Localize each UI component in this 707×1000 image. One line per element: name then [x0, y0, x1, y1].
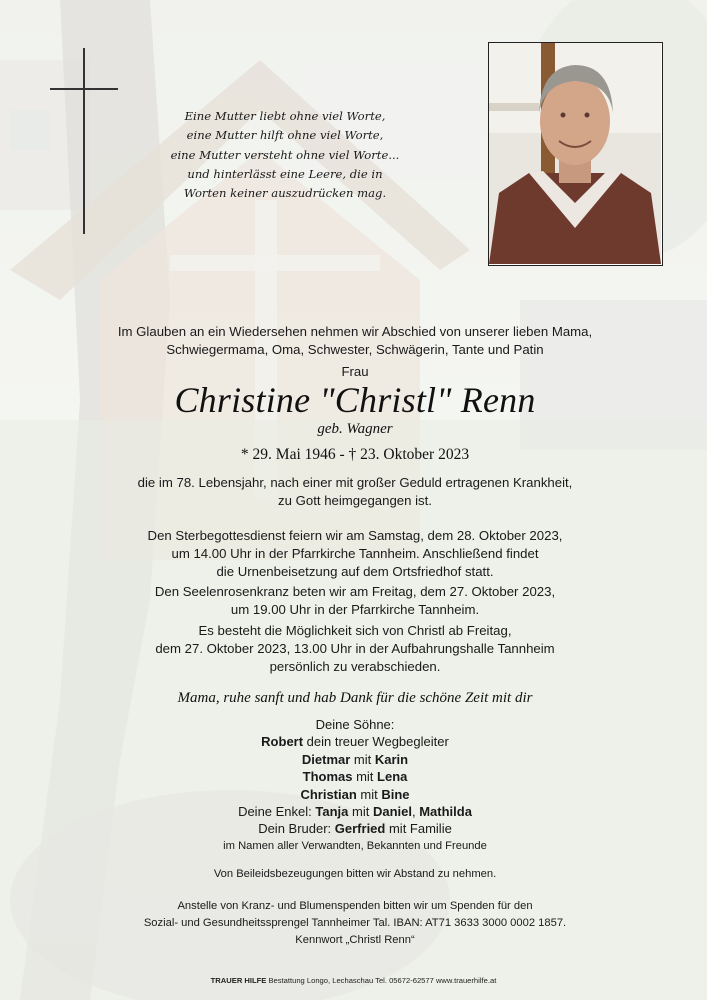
brother-label: Dein Bruder: [258, 821, 335, 837]
poem-line: und hinterlässt eine Leere, die in [187, 166, 383, 181]
intro-line: Im Glauben an ein Wiedersehen nehmen wir Abschied von unserer lieben Mama, [117, 324, 593, 339]
footer-text: Bestattung Longo, Lechaschau Tel. 05672-62577 www.trauerhilfe.at [266, 976, 497, 985]
passing-line: zu Gott heimgegangen ist. [278, 493, 432, 508]
passing-text [60, 474, 650, 510]
son-name: Christian [300, 786, 357, 802]
brother-note: mit Familie [385, 821, 452, 837]
farewell-text [60, 622, 650, 676]
farewell-line: Es besteht die Möglichkeit sich von Christl ab Freitag, [198, 623, 512, 638]
poem-line: eine Mutter hilft ohne viel Worte, [186, 128, 384, 143]
intro-text [60, 323, 650, 381]
funeral-line: die Urnenbeisetzung auf dem Ortsfriedhof statt. [216, 564, 494, 579]
grand-label: Deine Enkel: [238, 804, 316, 820]
motto: Mama, ruhe sanft und hab Dank für die schöne Zeit mit dir [177, 690, 533, 706]
donation-text [60, 898, 650, 949]
separator: , [411, 804, 420, 820]
son-name: Robert [261, 734, 304, 750]
grandchild-name: Mathilda [419, 804, 472, 820]
footer-brand: TRAUER HILFE [210, 976, 267, 985]
farewell-line: dem 27. Oktober 2023, 13.00 Uhr in der Aufbahrungshalle Tannheim [155, 641, 555, 656]
family-line [60, 733, 650, 750]
salutation: Frau [341, 364, 369, 379]
family-line [60, 786, 650, 803]
farewell-line: persönlich zu verabschieden. [269, 659, 441, 674]
grandchildren-line [60, 803, 650, 820]
grandchild-partner: Daniel [372, 804, 412, 820]
son-name: Dietmar [301, 751, 351, 767]
rosary-line: Den Seelenrosenkranz beten wir am Freitag, dem 27. Oktober 2023, [154, 584, 556, 599]
donation-line: Anstelle von Kranz- und Blumenspenden bitten wir um Spenden für den [177, 900, 533, 912]
intro-line: Schwiegermama, Oma, Schwester, Schwägerin, Tante und Patin [166, 342, 544, 357]
partner-name: Lena [377, 769, 408, 785]
donation-line: Sozial- und Gesundheitssprengel Tannheimer Tal. IBAN: AT71 3633 3000 0002 1857. [143, 917, 567, 929]
condolence-note: Von Beileidsbezeugungen bitten wir Abstand zu nehmen. [213, 868, 497, 880]
brother-line [60, 820, 650, 837]
partner-name: Bine [381, 786, 410, 802]
cross-icon [83, 48, 85, 234]
poem-line: eine Mutter versteht ohne viel Worte... [170, 147, 400, 162]
birth-name: geb. Wagner [317, 421, 393, 437]
with-text: mit [348, 804, 373, 820]
brother-name: Gerfried [334, 821, 386, 837]
grandchild-name: Tanja [315, 804, 349, 820]
relatives-line: im Namen aller Verwandten, Bekannten und Freunde [223, 839, 487, 852]
funeral-line: um 14.00 Uhr in der Pfarrkirche Tannheim. Anschließend findet [171, 546, 539, 561]
portrait-photo [488, 42, 663, 266]
poem-line: Worten keiner auszudrücken mag. [183, 186, 387, 201]
son-name: Thomas [302, 769, 353, 785]
partner-name: Karin [374, 751, 409, 767]
sons-label: Deine Söhne: [315, 717, 395, 732]
with-text: mit [356, 786, 382, 802]
son-note: dein treuer Wegbegleiter [303, 734, 449, 750]
deceased-name: Christine "Christl" Renn [174, 380, 536, 420]
poem [150, 107, 420, 203]
passing-line: die im 78. Lebensjahr, nach einer mit großer Geduld ertragenen Krankheit, [137, 475, 573, 490]
family-line [60, 751, 650, 768]
family-line [60, 768, 650, 785]
poem-line: Eine Mutter liebt ohne viel Worte, [184, 109, 386, 123]
with-text: mit [350, 751, 375, 767]
rosary-line: um 19.00 Uhr in der Pfarrkirche Tannheim. [230, 602, 480, 617]
donation-line: Kennwort „Christl Renn“ [295, 934, 415, 946]
cross-icon-bar [50, 88, 118, 90]
rosary-text [60, 583, 650, 619]
footer [0, 976, 707, 985]
funeral-text [60, 527, 650, 581]
funeral-line: Den Sterbegottesdienst feiern wir am Samstag, dem 28. Oktober 2023, [147, 528, 563, 543]
family-list [60, 716, 650, 855]
life-dates: * 29. Mai 1946 - † 23. Oktober 2023 [240, 446, 470, 463]
with-text: mit [352, 769, 378, 785]
